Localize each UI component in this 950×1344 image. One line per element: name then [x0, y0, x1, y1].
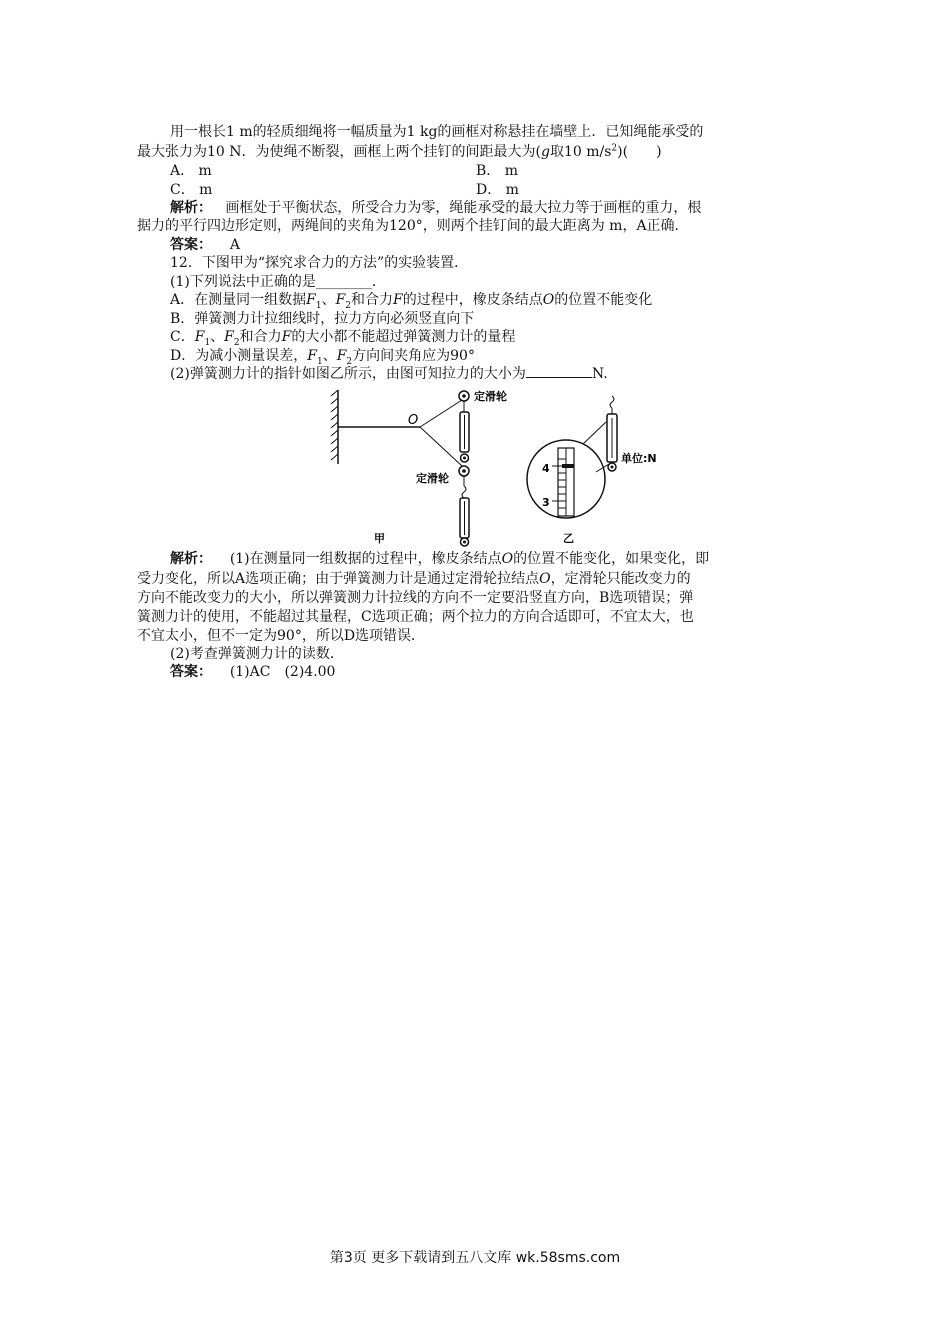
p12-analysis-line4: 簧测力计的使用，不能超过其量程，C选项正确；两个拉力的方向合适即可，不宜太大，也 — [137, 609, 694, 625]
label-pulley-bottom: 定滑轮 — [416, 472, 449, 485]
string-upper — [420, 400, 462, 427]
p12-analysis-line1: 解析： (1)在测量同一组数据的过程中，橡皮条结点O的位置不能变化，如果变化，即 — [170, 551, 710, 567]
p11-analysis-line1: 解析： 画框处于平衡状态，所受合力为零，绳能承受的最大拉力等于画框的重力，根 — [170, 200, 702, 216]
p12-option-c: C．$F_1$、$F_2$和合力F的大小都不能超过弹簧测力计的量程 — [170, 329, 516, 348]
p12-analysis-line3: 方向不能改变力的大小，所以弹簧测力计拉线的方向不一定要沿竖直方向，B选项错误；弹 — [137, 590, 694, 606]
p12-option-d: D．为减小测量误差，$F_1$、$F_2$方向间夹角应为90° — [170, 348, 475, 367]
p12-option-a: A．在测量同一组数据$F_1$、$F_2$和合力F的过程中，橡皮条结点O的位置不能变化 — [170, 292, 653, 311]
p12-question2: (2)弹簧测力计的指针如图乙所示，由图可知拉力的大小为 N. — [170, 366, 608, 382]
page-footer: 第3页 更多下载请到五八文库 wk.58sms.com — [329, 1250, 621, 1266]
wall-hatch — [331, 390, 338, 460]
unit-label: 单位:N — [621, 452, 657, 465]
p12-option-b: B．弹簧测力计拉细线时，拉力方向必须竖直向下 — [170, 311, 475, 327]
p12-answer: 答案： (1)AC (2)4.00 — [170, 664, 336, 680]
pointer — [562, 464, 574, 468]
label-pulley-top: 定滑轮 — [474, 390, 507, 403]
p11-answer: 答案： A — [170, 237, 240, 253]
p12-analysis-line6: (2)考查弹簧测力计的读数． — [170, 646, 344, 662]
label-jia: 甲 — [374, 532, 385, 545]
p11-option-c: C． m — [170, 182, 213, 198]
tick-label-4: 4 — [542, 462, 550, 475]
string-lower — [420, 427, 462, 466]
p12-analysis-line5: 不宜太小，但不一定为90°，所以D选项错误． — [137, 628, 426, 644]
p11-analysis-line2: 据力的平行四边形定则，两绳间的夹角为120°，则两个挂钉间的最大距离为 m，A正确． — [137, 218, 689, 234]
p11-option-b: B． m — [476, 163, 519, 179]
label-yi: 乙 — [563, 532, 574, 545]
p11-option-a: A． m — [170, 163, 212, 179]
p11-option-d: D． m — [476, 182, 519, 198]
p12-analysis-line2: 受力变化，所以A选项正确；由于弹簧测力计是通过定滑轮拉结点O，定滑轮只能改变力的 — [137, 571, 691, 587]
experiment-figure — [330, 382, 660, 548]
p12-question1: (1)下列说法中正确的是________． — [170, 274, 386, 290]
p11-line2: 最大张力为10 N．为使绳不断裂，画框上两个挂钉的间距最大为(g取10 $m/s^2$)( ) — [137, 143, 662, 160]
label-o: O — [408, 413, 419, 428]
tick-label-3: 3 — [542, 496, 550, 509]
p11-line1: 用一根长1 m的轻质细绳将一幅质量为1 kg的画框对称悬挂在墙壁上．已知绳能承受的 — [170, 124, 704, 140]
p12-title: 12．下图甲为“探究求合力的方法”的实验装置． — [170, 255, 469, 271]
